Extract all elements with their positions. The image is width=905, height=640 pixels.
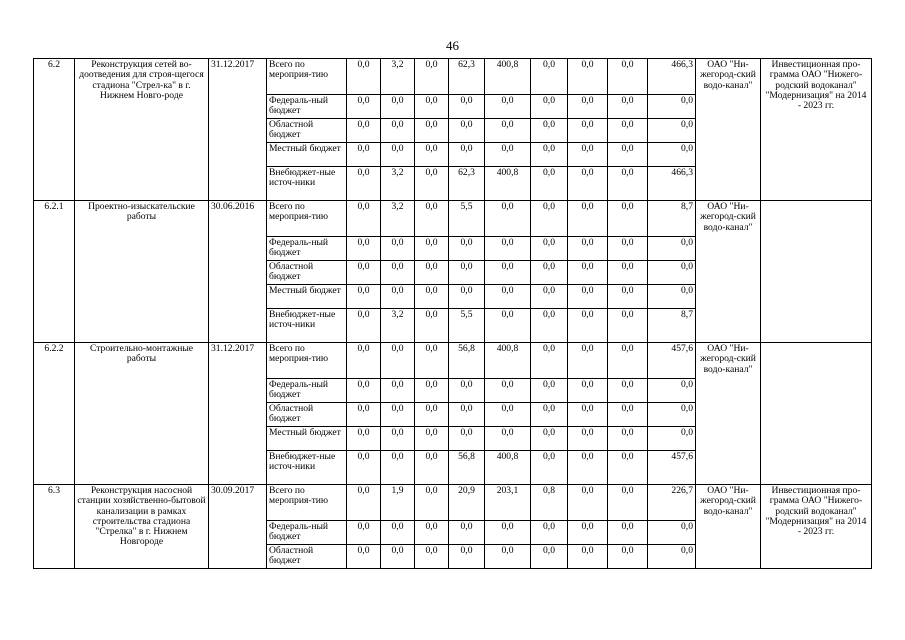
value-cell: 0,0 bbox=[347, 451, 381, 485]
value-cell: 0,0 bbox=[568, 119, 608, 143]
value-cell: 0,0 bbox=[381, 95, 415, 119]
value-cell: 0,0 bbox=[415, 451, 449, 485]
value-cell: 0,0 bbox=[608, 285, 648, 309]
value-cell: 0,0 bbox=[381, 143, 415, 167]
page-number: 46 bbox=[446, 38, 459, 53]
value-cell: 0,0 bbox=[531, 59, 568, 95]
funding-source: Местный бюджет bbox=[267, 285, 347, 309]
value-cell: 0,0 bbox=[415, 521, 449, 545]
value-cell: 0,0 bbox=[347, 309, 381, 343]
value-cell: 0,0 bbox=[485, 427, 531, 451]
value-cell: 0,0 bbox=[347, 167, 381, 201]
item-number: 6.2 bbox=[34, 59, 75, 201]
value-cell: 0,0 bbox=[608, 427, 648, 451]
item-deadline: 30.09.2017 bbox=[209, 485, 267, 569]
total-cell: 0,0 bbox=[648, 427, 696, 451]
value-cell: 0,0 bbox=[347, 59, 381, 95]
item-number: 6.3 bbox=[34, 485, 75, 569]
funding-source: Федераль-ный бюджет bbox=[267, 237, 347, 261]
value-cell: 0,0 bbox=[449, 285, 485, 309]
value-cell: 0,0 bbox=[415, 237, 449, 261]
value-cell: 0,0 bbox=[531, 379, 568, 403]
value-cell: 0,0 bbox=[568, 59, 608, 95]
value-cell: 0,0 bbox=[485, 285, 531, 309]
funding-source: Федераль-ный бюджет bbox=[267, 521, 347, 545]
value-cell: 0,0 bbox=[485, 545, 531, 569]
item-basis: Инвестиционная про-грамма ОАО "Нижего-родский водоканал" "Модернизация" на 2014 - 2023 гг. bbox=[761, 59, 872, 201]
value-cell: 5,5 bbox=[449, 201, 485, 237]
funding-source: Областной бюджет bbox=[267, 261, 347, 285]
value-cell: 0,0 bbox=[531, 119, 568, 143]
value-cell: 0,0 bbox=[531, 427, 568, 451]
value-cell: 0,0 bbox=[531, 545, 568, 569]
value-cell: 0,0 bbox=[608, 167, 648, 201]
item-name: Реконструкция насосной станции хозяйственно-бытовой канализации в рамках строительства стадиона "Стрелка" в г. Нижнем Новгороде bbox=[75, 485, 209, 569]
value-cell: 0,0 bbox=[531, 237, 568, 261]
value-cell: 400,8 bbox=[485, 167, 531, 201]
value-cell: 0,0 bbox=[608, 119, 648, 143]
value-cell: 0,0 bbox=[531, 451, 568, 485]
value-cell: 0,0 bbox=[347, 379, 381, 403]
value-cell: 56,8 bbox=[449, 451, 485, 485]
value-cell: 0,0 bbox=[531, 201, 568, 237]
item-executor: ОАО "Ни-жегород-ский водо-канал" bbox=[696, 59, 761, 201]
value-cell: 0,0 bbox=[381, 521, 415, 545]
value-cell: 400,8 bbox=[485, 59, 531, 95]
funding-source: Всего по мероприя-тию bbox=[267, 59, 347, 95]
total-cell: 0,0 bbox=[648, 521, 696, 545]
table-body bbox=[34, 59, 872, 569]
value-cell: 0,0 bbox=[608, 95, 648, 119]
value-cell: 3,2 bbox=[381, 59, 415, 95]
value-cell: 0,0 bbox=[415, 545, 449, 569]
value-cell: 0,0 bbox=[485, 95, 531, 119]
value-cell: 0,0 bbox=[381, 119, 415, 143]
value-cell: 0,0 bbox=[415, 167, 449, 201]
funding-source: Всего по мероприя-тию bbox=[267, 485, 347, 521]
value-cell: 0,0 bbox=[415, 59, 449, 95]
value-cell: 3,2 bbox=[381, 309, 415, 343]
funding-source: Всего по мероприя-тию bbox=[267, 343, 347, 379]
value-cell: 0,0 bbox=[449, 427, 485, 451]
total-cell: 0,0 bbox=[648, 95, 696, 119]
value-cell: 0,0 bbox=[568, 201, 608, 237]
item-deadline: 31.12.2017 bbox=[209, 343, 267, 485]
item-name: Реконструкция сетей во-доотведения для строя-щегося стадиона "Стрел-ка" в г. Нижнем Новго-роде bbox=[75, 59, 209, 201]
funding-source: Местный бюджет bbox=[267, 143, 347, 167]
value-cell: 0,0 bbox=[381, 237, 415, 261]
funding-source: Областной бюджет bbox=[267, 403, 347, 427]
value-cell: 20,9 bbox=[449, 485, 485, 521]
value-cell: 0,0 bbox=[415, 403, 449, 427]
value-cell: 0,0 bbox=[347, 261, 381, 285]
funding-source: Областной бюджет bbox=[267, 545, 347, 569]
value-cell: 0,0 bbox=[568, 521, 608, 545]
value-cell: 0,0 bbox=[347, 521, 381, 545]
item-name: Строительно-монтажные работы bbox=[75, 343, 209, 485]
value-cell: 0,0 bbox=[531, 521, 568, 545]
value-cell: 0,0 bbox=[347, 119, 381, 143]
value-cell: 0,0 bbox=[381, 403, 415, 427]
table-row bbox=[34, 343, 872, 379]
value-cell: 0,0 bbox=[449, 237, 485, 261]
value-cell: 0,0 bbox=[608, 521, 648, 545]
value-cell: 0,0 bbox=[347, 485, 381, 521]
value-cell: 0,0 bbox=[568, 379, 608, 403]
value-cell: 62,3 bbox=[449, 167, 485, 201]
funding-source: Местный бюджет bbox=[267, 427, 347, 451]
table-row bbox=[34, 59, 872, 95]
item-executor: ОАО "Ни-жегород-ский водо-канал" bbox=[696, 343, 761, 485]
value-cell: 0,0 bbox=[381, 343, 415, 379]
value-cell: 62,3 bbox=[449, 59, 485, 95]
value-cell: 0,0 bbox=[608, 451, 648, 485]
value-cell: 0,0 bbox=[347, 201, 381, 237]
value-cell: 0,0 bbox=[415, 309, 449, 343]
value-cell: 0,0 bbox=[381, 427, 415, 451]
value-cell: 0,0 bbox=[568, 343, 608, 379]
item-basis bbox=[761, 343, 872, 485]
value-cell: 0,0 bbox=[347, 143, 381, 167]
value-cell: 0,0 bbox=[531, 167, 568, 201]
value-cell: 0,0 bbox=[531, 343, 568, 379]
value-cell: 0,0 bbox=[568, 261, 608, 285]
value-cell: 0,0 bbox=[485, 521, 531, 545]
investment-table bbox=[33, 58, 872, 569]
total-cell: 0,0 bbox=[648, 261, 696, 285]
value-cell: 0,0 bbox=[449, 379, 485, 403]
value-cell: 0,0 bbox=[485, 119, 531, 143]
funding-source: Федераль-ный бюджет bbox=[267, 379, 347, 403]
value-cell: 0,0 bbox=[608, 201, 648, 237]
value-cell: 0,0 bbox=[608, 143, 648, 167]
total-cell: 8,7 bbox=[648, 309, 696, 343]
total-cell: 0,0 bbox=[648, 379, 696, 403]
value-cell: 0,0 bbox=[415, 119, 449, 143]
value-cell: 0,0 bbox=[485, 309, 531, 343]
value-cell: 0,0 bbox=[608, 261, 648, 285]
value-cell: 0,0 bbox=[568, 143, 608, 167]
value-cell: 0,0 bbox=[485, 261, 531, 285]
funding-source: Областной бюджет bbox=[267, 119, 347, 143]
value-cell: 0,0 bbox=[449, 261, 485, 285]
value-cell: 3,2 bbox=[381, 167, 415, 201]
value-cell: 0,0 bbox=[608, 343, 648, 379]
value-cell: 0,0 bbox=[568, 403, 608, 427]
table-row bbox=[34, 201, 872, 237]
item-deadline: 30.06.2016 bbox=[209, 201, 267, 343]
total-cell: 0,0 bbox=[648, 237, 696, 261]
value-cell: 0,0 bbox=[381, 285, 415, 309]
value-cell: 0,0 bbox=[608, 237, 648, 261]
value-cell: 0,0 bbox=[531, 309, 568, 343]
value-cell: 0,0 bbox=[568, 95, 608, 119]
value-cell: 0,0 bbox=[415, 343, 449, 379]
value-cell: 0,0 bbox=[531, 143, 568, 167]
value-cell: 0,0 bbox=[347, 95, 381, 119]
item-basis bbox=[761, 201, 872, 343]
value-cell: 0,0 bbox=[415, 485, 449, 521]
item-executor: ОАО "Ни-жегород-ский водо-канал" bbox=[696, 485, 761, 569]
value-cell: 0,0 bbox=[531, 95, 568, 119]
value-cell: 203,1 bbox=[485, 485, 531, 521]
total-cell: 0,0 bbox=[648, 545, 696, 569]
item-executor: ОАО "Ни-жегород-ский водо-канал" bbox=[696, 201, 761, 343]
value-cell: 0,0 bbox=[485, 237, 531, 261]
value-cell: 400,8 bbox=[485, 343, 531, 379]
value-cell: 0,0 bbox=[531, 285, 568, 309]
value-cell: 0,0 bbox=[347, 285, 381, 309]
item-deadline: 31.12.2017 bbox=[209, 59, 267, 201]
value-cell: 0,0 bbox=[449, 403, 485, 427]
funding-source: Всего по мероприя-тию bbox=[267, 201, 347, 237]
value-cell: 0,0 bbox=[381, 545, 415, 569]
value-cell: 0,0 bbox=[347, 427, 381, 451]
value-cell: 0,0 bbox=[608, 59, 648, 95]
value-cell: 0,0 bbox=[485, 403, 531, 427]
total-cell: 0,0 bbox=[648, 285, 696, 309]
value-cell: 0,0 bbox=[415, 285, 449, 309]
value-cell: 0,0 bbox=[608, 379, 648, 403]
total-cell: 466,3 bbox=[648, 59, 696, 95]
value-cell: 0,0 bbox=[381, 261, 415, 285]
value-cell: 0,0 bbox=[415, 95, 449, 119]
value-cell: 0,0 bbox=[568, 485, 608, 521]
value-cell: 1,9 bbox=[381, 485, 415, 521]
total-cell: 457,6 bbox=[648, 451, 696, 485]
funding-source: Внебюджет-ные источ-ники bbox=[267, 451, 347, 485]
value-cell: 0,0 bbox=[449, 545, 485, 569]
value-cell: 0,0 bbox=[449, 95, 485, 119]
value-cell: 0,0 bbox=[531, 403, 568, 427]
value-cell: 0,0 bbox=[415, 261, 449, 285]
value-cell: 0,0 bbox=[381, 379, 415, 403]
total-cell: 466,3 bbox=[648, 167, 696, 201]
value-cell: 0,0 bbox=[449, 521, 485, 545]
value-cell: 0,0 bbox=[568, 237, 608, 261]
total-cell: 0,0 bbox=[648, 119, 696, 143]
value-cell: 0,0 bbox=[415, 427, 449, 451]
value-cell: 0,0 bbox=[608, 309, 648, 343]
value-cell: 0,0 bbox=[568, 545, 608, 569]
funding-source: Федераль-ный бюджет bbox=[267, 95, 347, 119]
value-cell: 0,0 bbox=[485, 201, 531, 237]
total-cell: 457,6 bbox=[648, 343, 696, 379]
value-cell: 400,8 bbox=[485, 451, 531, 485]
value-cell: 0,0 bbox=[347, 237, 381, 261]
funding-source: Внебюджет-ные источ-ники bbox=[267, 167, 347, 201]
value-cell: 0,0 bbox=[608, 485, 648, 521]
table-row bbox=[34, 485, 872, 521]
value-cell: 0,0 bbox=[449, 119, 485, 143]
value-cell: 0,0 bbox=[568, 451, 608, 485]
funding-source: Внебюджет-ные источ-ники bbox=[267, 309, 347, 343]
value-cell: 0,0 bbox=[531, 261, 568, 285]
value-cell: 0,0 bbox=[485, 143, 531, 167]
value-cell: 0,0 bbox=[347, 545, 381, 569]
value-cell: 0,0 bbox=[381, 451, 415, 485]
value-cell: 0,0 bbox=[608, 403, 648, 427]
value-cell: 5,5 bbox=[449, 309, 485, 343]
value-cell: 0,0 bbox=[347, 343, 381, 379]
value-cell: 0,0 bbox=[568, 427, 608, 451]
item-number: 6.2.1 bbox=[34, 201, 75, 343]
value-cell: 0,0 bbox=[568, 285, 608, 309]
value-cell: 0,0 bbox=[415, 201, 449, 237]
value-cell: 0,8 bbox=[531, 485, 568, 521]
value-cell: 56,8 bbox=[449, 343, 485, 379]
value-cell: 0,0 bbox=[568, 167, 608, 201]
total-cell: 0,0 bbox=[648, 143, 696, 167]
value-cell: 0,0 bbox=[347, 403, 381, 427]
item-name: Проектно-изыскательские работы bbox=[75, 201, 209, 343]
value-cell: 0,0 bbox=[415, 143, 449, 167]
value-cell: 0,0 bbox=[449, 143, 485, 167]
item-number: 6.2.2 bbox=[34, 343, 75, 485]
value-cell: 3,2 bbox=[381, 201, 415, 237]
value-cell: 0,0 bbox=[608, 545, 648, 569]
item-basis: Инвестиционная про-грамма ОАО "Нижего-родский водоканал" "Модернизация" на 2014 - 2023 гг. bbox=[761, 485, 872, 569]
value-cell: 0,0 bbox=[568, 309, 608, 343]
value-cell: 0,0 bbox=[485, 379, 531, 403]
total-cell: 8,7 bbox=[648, 201, 696, 237]
total-cell: 0,0 bbox=[648, 403, 696, 427]
value-cell: 0,0 bbox=[415, 379, 449, 403]
total-cell: 226,7 bbox=[648, 485, 696, 521]
